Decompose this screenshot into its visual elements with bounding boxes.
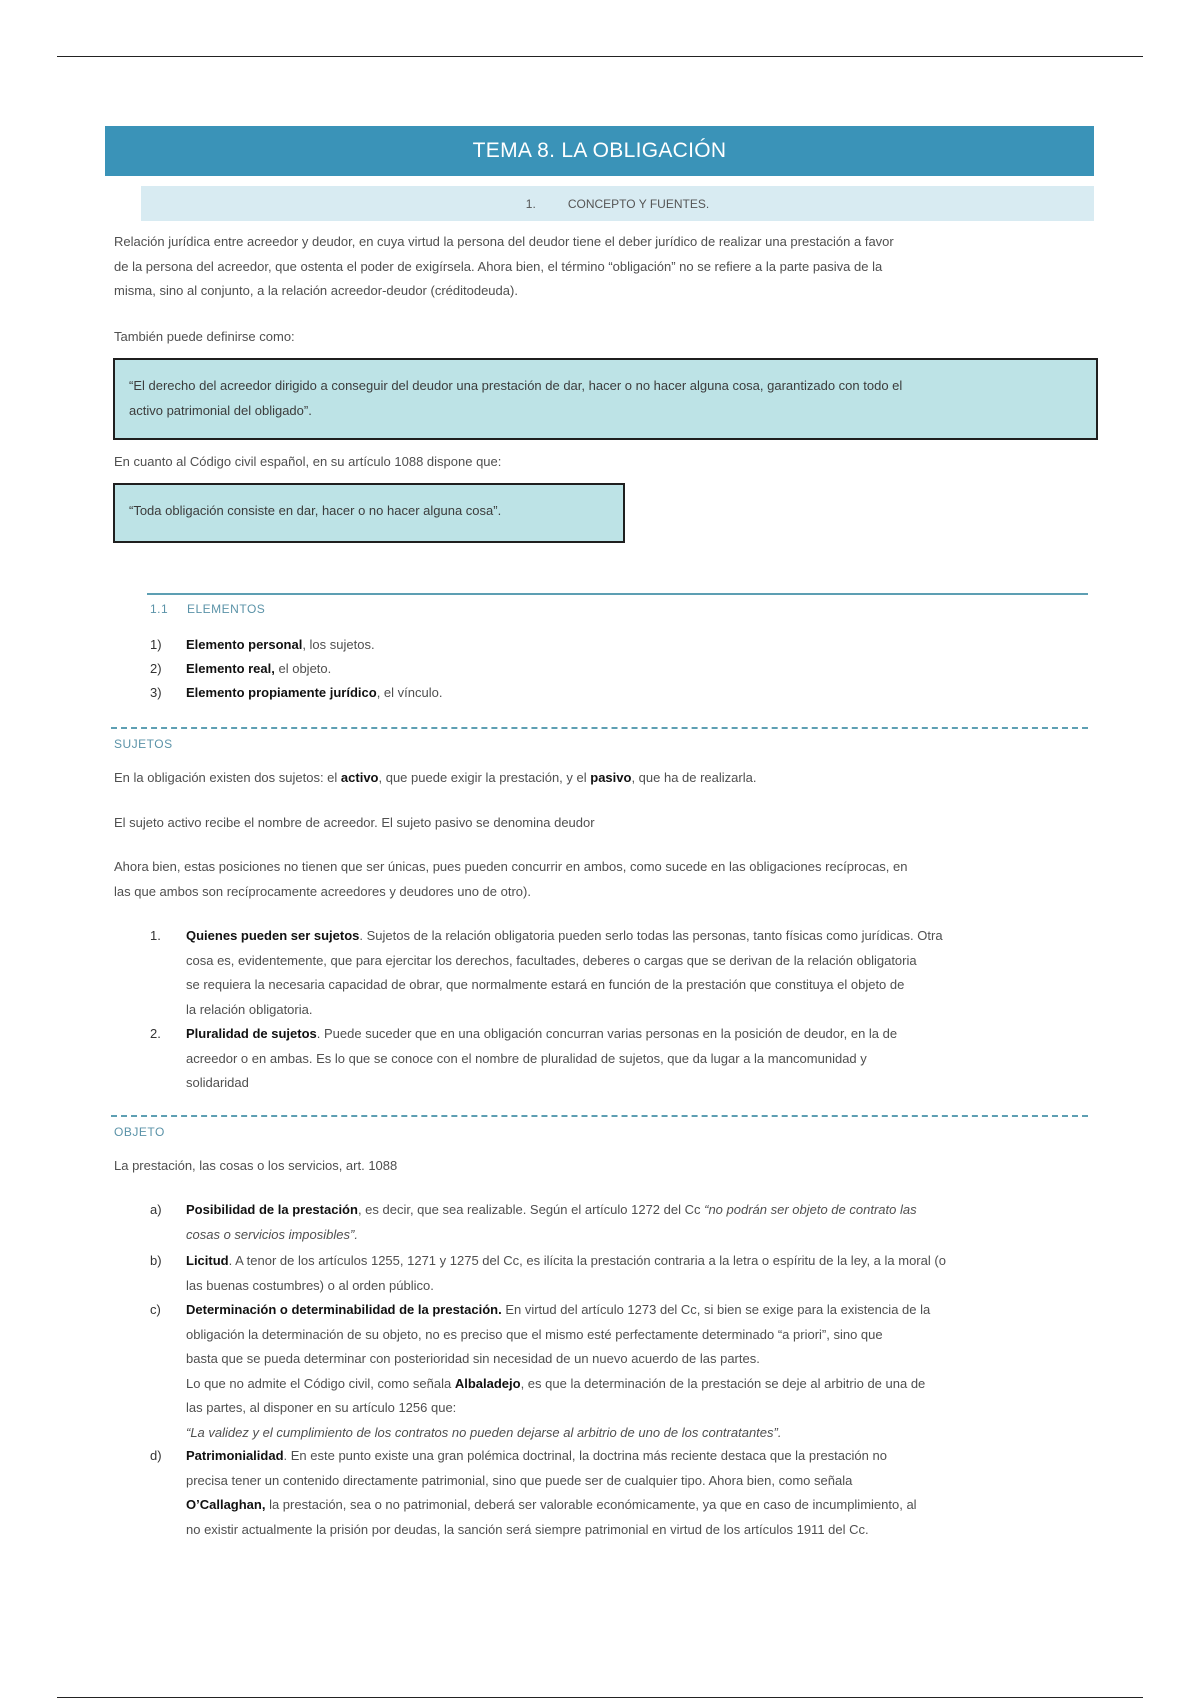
also-defined-text: También puede definirse como:: [114, 329, 295, 344]
text-run: , que puede exigir la prestación, y el: [378, 770, 591, 785]
list-item: [150, 1198, 1100, 1248]
elements-section-rule: [147, 593, 1088, 595]
objeto-divider: [111, 1115, 1088, 1117]
author-name: Albaladejo: [454, 1375, 521, 1391]
quote-line: “El derecho del acreedor dirigido a conseguir del deudor una prestación de dar, hacer o no hacer alguna cosa, garantizado con todo el: [129, 378, 903, 393]
page-title: [105, 126, 1094, 176]
list-item-term: Elemento personal: [186, 637, 303, 652]
section-title: CONCEPTO Y FUENTES.: [567, 196, 710, 211]
text-run: , es decir, que sea realizable. Según el artículo 1272 del Cc: [357, 1202, 705, 1217]
sujetos-paragraph-2: El sujeto activo recibe el nombre de acreedor. El sujeto pasivo se denomina deudor: [114, 815, 595, 830]
list-item-text: , el vínculo.: [376, 685, 443, 700]
codigo-intro-text: En cuanto al Código civil español, en su artículo 1088 dispone que:: [114, 454, 502, 469]
text-line: las partes, al disponer en su artículo 1256 que:: [186, 1400, 457, 1415]
list-item: [150, 1022, 1100, 1097]
list-marker: b): [150, 1253, 162, 1268]
text-run: , es que la determinación de la prestación se deje al arbitrio de una de: [520, 1375, 926, 1391]
text-line: las que ambos son recíprocamente acreedores y deudores uno de otro).: [114, 883, 531, 899]
quote-run: “no podrán ser objeto de contrato las: [704, 1202, 917, 1217]
text-line: precisa tener un contenido directamente patrimonial, sino que puede ser de cualquier tipo. Ahora bien, como señala: [186, 1472, 853, 1488]
text-run: la prestación, sea o no patrimonial, deberá ser valorable económicamente, ya que en caso de incumplimiento, al: [265, 1497, 917, 1512]
list-item: [150, 633, 1050, 658]
list-item-term: Posibilidad de la prestación: [186, 1202, 358, 1217]
text-line: solidaridad: [186, 1075, 249, 1090]
text-run: En la obligación existen dos sujetos: el: [114, 770, 341, 785]
list-item: [150, 924, 1100, 1024]
text-line: cosa es, evidentemente, que para ejercitar los derechos, facultades, deberes o cargas que se derivan de la relación obligatoria: [186, 952, 917, 968]
list-marker: a): [150, 1202, 162, 1217]
list-item: [150, 681, 1050, 706]
list-marker: 1): [150, 637, 162, 652]
list-item-term: Patrimonialidad: [186, 1448, 284, 1463]
list-item: [150, 1249, 1100, 1299]
list-item-term: Elemento real,: [186, 661, 275, 676]
intro-line: misma, sino al conjunto, a la relación acreedor-deudor (créditodeuda).: [114, 283, 518, 298]
intro-paragraph: [114, 230, 894, 304]
list-item-term: Quienes pueden ser sujetos: [186, 928, 360, 943]
sujetos-divider: [111, 727, 1088, 729]
sujetos-paragraph-1: [114, 766, 756, 791]
quote-run: “La validez y el cumplimiento de los contratos no pueden dejarse al arbitrio de uno de los contratantes”.: [186, 1424, 782, 1440]
list-item: [150, 1298, 1100, 1448]
text-line: las buenas costumbres) o al orden público.: [186, 1277, 434, 1293]
text-line: la relación obligatoria.: [186, 1001, 313, 1017]
sujetos-paragraph-3: [114, 855, 907, 904]
text-line: se requiera la necesaria capacidad de obrar, que normalmente estará en función de la prestación que constituya el objeto de: [186, 977, 905, 992]
text-line: no existir actualmente la prisión por deudas, la sanción será siempre patrimonial en virtud de los artículos 1911 del Cc.: [186, 1521, 869, 1537]
list-item-term: Elemento propiamente jurídico: [186, 685, 377, 700]
list-marker: c): [150, 1302, 161, 1317]
section-number: 1.: [525, 196, 536, 211]
text-run: En virtud del artículo 1273 del Cc, si bien se exige para la existencia de la: [501, 1302, 931, 1317]
list-marker: 2): [150, 661, 162, 676]
list-marker: 3): [150, 685, 162, 700]
text-line: Ahora bien, estas posiciones no tienen que ser únicas, pues pueden concurrir en ambos, como sucede en las obligaciones recíprocas, en: [114, 859, 908, 874]
text-line: basta que se pueda determinar con posterioridad sin necesidad de un nuevo acuerdo de las partes.: [186, 1351, 760, 1366]
list-marker: 2.: [150, 1026, 161, 1041]
section-heading-concepto: [141, 186, 1094, 221]
objeto-paragraph-1: La prestación, las cosas o los servicios, art. 1088: [114, 1158, 398, 1173]
list-item: [150, 657, 1050, 682]
quote-run: cosas o servicios imposibles”.: [186, 1226, 358, 1242]
term-activo: activo: [340, 770, 379, 785]
term-pasivo: pasivo: [590, 770, 632, 785]
text-run: . Sujetos de la relación obligatoria pueden serlo todas las personas, tanto físicas como jurídicas. Otra: [359, 928, 943, 943]
list-item-term: Determinación o determinabilidad de la prestación.: [186, 1302, 502, 1317]
elements-number: 1.1: [150, 602, 169, 616]
list-item-text: el objeto.: [274, 661, 332, 676]
codigo-quote-box: [113, 483, 625, 543]
text-run: . A tenor de los artículos 1255, 1271 y 1275 del Cc, es ilícita la prestación contraria a la letra o espíritu de la ley, a la moral (o: [228, 1253, 946, 1268]
intro-line: Relación jurídica entre acreedor y deudor, en cuya virtud la persona del deudor tiene el deber jurídico de realizar una prestación a favor: [114, 234, 894, 249]
sujetos-heading: SUJETOS: [114, 737, 173, 751]
elements-heading: ELEMENTOS: [187, 602, 266, 616]
intro-line: de la persona del acreedor, que ostenta el poder de exigírsela. Ahora bien, el término “obligación” no se refiere a la parte pasiva de la: [114, 258, 883, 274]
footer-rule: [57, 1697, 1143, 1698]
text-run: Lo que no admite el Código civil, como señala: [186, 1375, 455, 1391]
text-run: , que ha de realizarla.: [631, 770, 757, 785]
list-item: [150, 1444, 1100, 1544]
text-line: obligación la determinación de su objeto, no es preciso que el mismo esté perfectamente determinado “a priori”, sino que: [186, 1326, 883, 1342]
list-item-term: Pluralidad de sujetos: [186, 1026, 317, 1041]
objeto-heading: OBJETO: [114, 1125, 165, 1139]
page-title-text: TEMA 8. LA OBLIGACIÓN: [472, 139, 727, 162]
definition-quote-box: [113, 358, 1098, 440]
header-rule: [57, 56, 1143, 57]
list-item-text: , los sujetos.: [302, 637, 375, 652]
text-run: . En este punto existe una gran polémica doctrinal, la doctrina más reciente destaca que la prestación no: [283, 1448, 887, 1463]
list-item-term: Licitud: [186, 1253, 229, 1268]
text-line: acreedor o en ambas. Es lo que se conoce con el nombre de pluralidad de sujetos, que da lugar a la mancomunidad y: [186, 1050, 867, 1066]
author-name: O’Callaghan,: [186, 1497, 266, 1512]
list-marker: d): [150, 1448, 162, 1463]
text-run: . Puede suceder que en una obligación concurran varias personas en la posición de deudor, en la de: [316, 1026, 898, 1041]
list-marker: 1.: [150, 928, 161, 943]
quote-line: activo patrimonial del obligado”.: [129, 402, 312, 418]
quote-line: “Toda obligación consiste en dar, hacer o no hacer alguna cosa”.: [129, 503, 502, 518]
